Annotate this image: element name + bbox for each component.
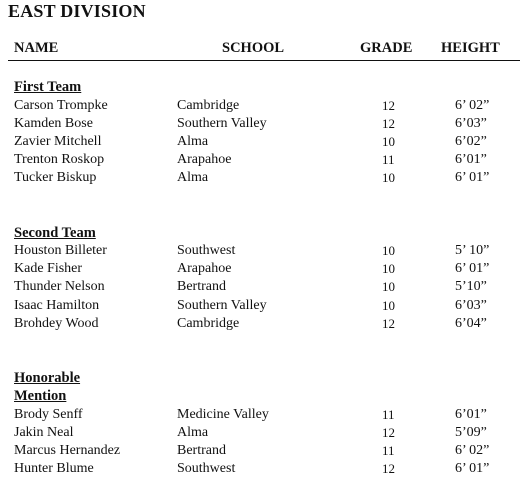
player-school: Cambridge [177, 316, 240, 331]
header-divider [8, 60, 520, 61]
player-row [0, 278, 532, 296]
player-school: Southwest [177, 243, 236, 258]
header-grade: GRADE [360, 40, 413, 56]
player-school: Medicine Valley [177, 407, 269, 422]
player-row [0, 297, 532, 315]
player-height: 5’ 10” [455, 243, 490, 258]
player-name: Jakin Neal [14, 425, 74, 440]
section-title-honorable: Honorable [14, 370, 81, 386]
player-height: 6’ 02” [455, 98, 490, 113]
player-grade: 10 [382, 298, 395, 313]
player-school: Southern Valley [177, 298, 267, 313]
player-name: Brohdey Wood [14, 316, 99, 331]
player-school: Cambridge [177, 98, 240, 113]
player-row [0, 133, 532, 151]
player-grade: 12 [382, 98, 395, 113]
player-row [0, 151, 532, 169]
player-height: 6’ 01” [455, 170, 490, 185]
player-name: Kade Fisher [14, 261, 83, 276]
player-name: Trenton Roskop [14, 152, 105, 167]
player-name: Isaac Hamilton [14, 298, 100, 313]
player-grade: 10 [382, 170, 395, 185]
player-height: 6’01” [455, 407, 487, 422]
player-school: Southwest [177, 461, 236, 476]
section-title-second-team: Second Team [14, 225, 96, 241]
player-school: Southern Valley [177, 116, 267, 131]
player-row [0, 260, 532, 278]
player-row [0, 460, 532, 478]
player-row [0, 315, 532, 333]
player-school: Arapahoe [177, 152, 232, 167]
player-name: Carson Trompke [14, 98, 108, 113]
player-school: Bertrand [177, 279, 226, 294]
player-height: 6’ 01” [455, 261, 490, 276]
player-school: Alma [177, 134, 209, 149]
section-title-first-team: First Team [14, 79, 82, 95]
player-name: Tucker Biskup [14, 170, 97, 185]
player-row [0, 242, 532, 260]
player-height: 6’01” [455, 152, 487, 167]
player-row [0, 406, 532, 424]
player-grade: 10 [382, 279, 395, 294]
player-height: 6’03” [455, 298, 487, 313]
player-height: 6’03” [455, 116, 487, 131]
player-school: Alma [177, 425, 209, 440]
player-grade: 10 [382, 134, 395, 149]
player-grade: 10 [382, 261, 395, 276]
header-name: NAME [14, 40, 59, 56]
player-school: Arapahoe [177, 261, 232, 276]
header-height: HEIGHT [441, 40, 500, 56]
player-height: 6’ 01” [455, 461, 490, 476]
player-name: Zavier Mitchell [14, 134, 102, 149]
player-grade: 11 [382, 152, 395, 167]
player-name: Thunder Nelson [14, 279, 105, 294]
player-grade: 12 [382, 461, 395, 476]
player-row [0, 424, 532, 442]
player-height: 6’ 02” [455, 443, 490, 458]
division-title: EAST DIVISION [8, 1, 146, 21]
player-name: Brody Senff [14, 407, 83, 422]
player-grade: 12 [382, 116, 395, 131]
player-name: Marcus Hernandez [14, 443, 121, 458]
player-height: 5’09” [455, 425, 487, 440]
player-name: Kamden Bose [14, 116, 93, 131]
player-grade: 11 [382, 407, 395, 422]
section-title-mention: Mention [14, 388, 67, 404]
player-grade: 12 [382, 425, 395, 440]
player-height: 5’10” [455, 279, 487, 294]
player-row [0, 115, 532, 133]
player-grade: 10 [382, 243, 395, 258]
player-school: Bertrand [177, 443, 226, 458]
player-row [0, 97, 532, 115]
player-height: 6’04” [455, 316, 487, 331]
player-height: 6’02” [455, 134, 487, 149]
header-school: SCHOOL [222, 40, 285, 56]
player-grade: 11 [382, 443, 395, 458]
player-grade: 12 [382, 316, 395, 331]
player-row [0, 169, 532, 187]
player-name: Hunter Blume [14, 461, 94, 476]
player-school: Alma [177, 170, 209, 185]
player-row [0, 442, 532, 460]
player-name: Houston Billeter [14, 243, 107, 258]
